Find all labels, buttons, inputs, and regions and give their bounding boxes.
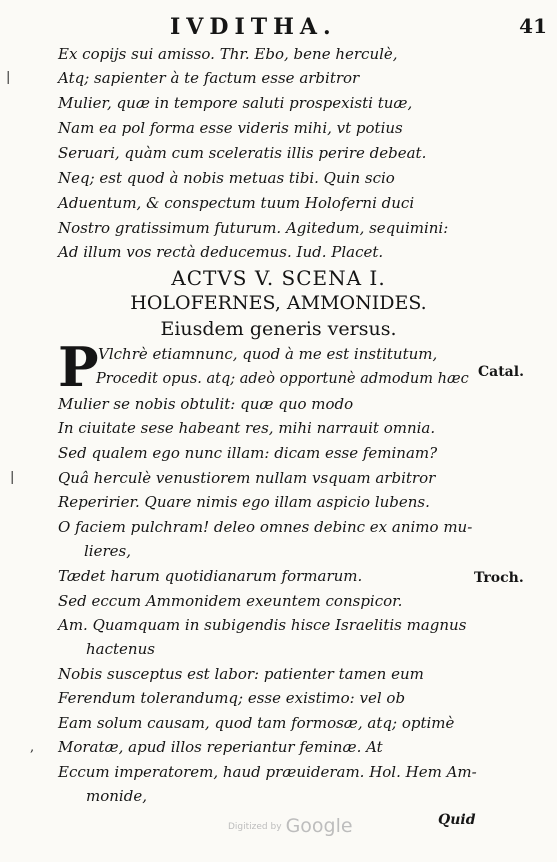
text-line: Mulier se nobis obtulit: quæ quo modo [58,395,354,413]
text-line: Sed qualem ego nunc illam: dicam esse feminam? [58,444,438,462]
text-line: In ciuitate sese habeant res, mihi narrauit omnia. [58,419,436,437]
text-line: Seruari, quàm cum sceleratis illis perire debeat. [58,144,427,162]
text-line: Ex copijs sui amisso. Thr. Ebo, bene herculè, [58,45,398,63]
text-line: Neq; est quod à nobis metuas tibi. Quin scio [58,169,395,187]
page-number: 41 [519,14,547,38]
text-line: Eccum imperatorem, haud præuideram. Hol. Hem Am- [58,763,477,781]
text-line: Nam ea pol forma esse videris mihi, vt potius [58,119,403,137]
margin-mark: | [6,70,11,85]
text-line: Nostro gratissimum futurum. Agitedum, sequimini: [58,219,449,237]
text-line: hactenus [86,640,155,658]
act-heading: ACTVS V. SCENA I. [171,266,386,290]
text-line: Tædet harum quotidianarum formarum. [58,567,363,585]
margin-mark: , [30,740,35,755]
text-line: Quâ herculè venustiorem nullam vsquam arbitror [58,469,436,487]
text-line: Aduentum, & conspectum tuum Holoferni duci [58,194,415,212]
text-line: Mulier, quæ in tempore saluti prospexisti tuæ, [58,94,413,112]
text-line: lieres, [84,542,131,560]
meter-note: Eiusdem generis versus. [160,318,397,340]
google-logo: Google [285,815,353,837]
margin-mark: | [10,470,15,485]
text-line: Procedit opus. atq; adeò opportunè admodum hæc [96,371,469,387]
text-line: Vlchrè etiamnunc, quod à me est institutum, [98,345,438,363]
catchword: Quid [438,812,476,828]
text-line: Sed eccum Ammonidem exeuntem conspicor. [58,592,403,610]
text-line: Reperirier. Quare nimis ego illam aspicio lubens. [58,493,430,511]
text-line: O faciem pulchram! deleo omnes debinc ex animo mu- [58,518,473,536]
text-line: Ferendum tolerandumq; esse existimo: vel ob [58,689,406,707]
text-line: Nobis susceptus est labor: patienter tamen eum [58,665,424,683]
running-title: IVDITHA. [170,14,337,40]
drop-cap: P [58,335,99,399]
watermark-prefix: Digitized by [228,821,282,832]
text-line: Ad illum vos rectà deducemus. Iud. Placet. [58,243,384,261]
text-line: Eam solum causam, quod tam formosæ, atq; optimè [58,714,455,732]
text-line: Atq; sapienter à te factum esse arbitror [58,69,360,87]
marginal-note-catal: Catal. [478,364,524,380]
character-list: HOLOFERNES, AMMONIDES. [130,292,427,314]
digitized-watermark [228,815,353,837]
marginal-note-troch: Troch. [474,570,524,586]
text-line: Am. Quamquam in subigendis hisce Israelitis magnus [58,616,467,634]
text-line: Moratæ, apud illos reperiantur feminæ. At [58,738,383,756]
text-line: monide, [86,787,147,805]
